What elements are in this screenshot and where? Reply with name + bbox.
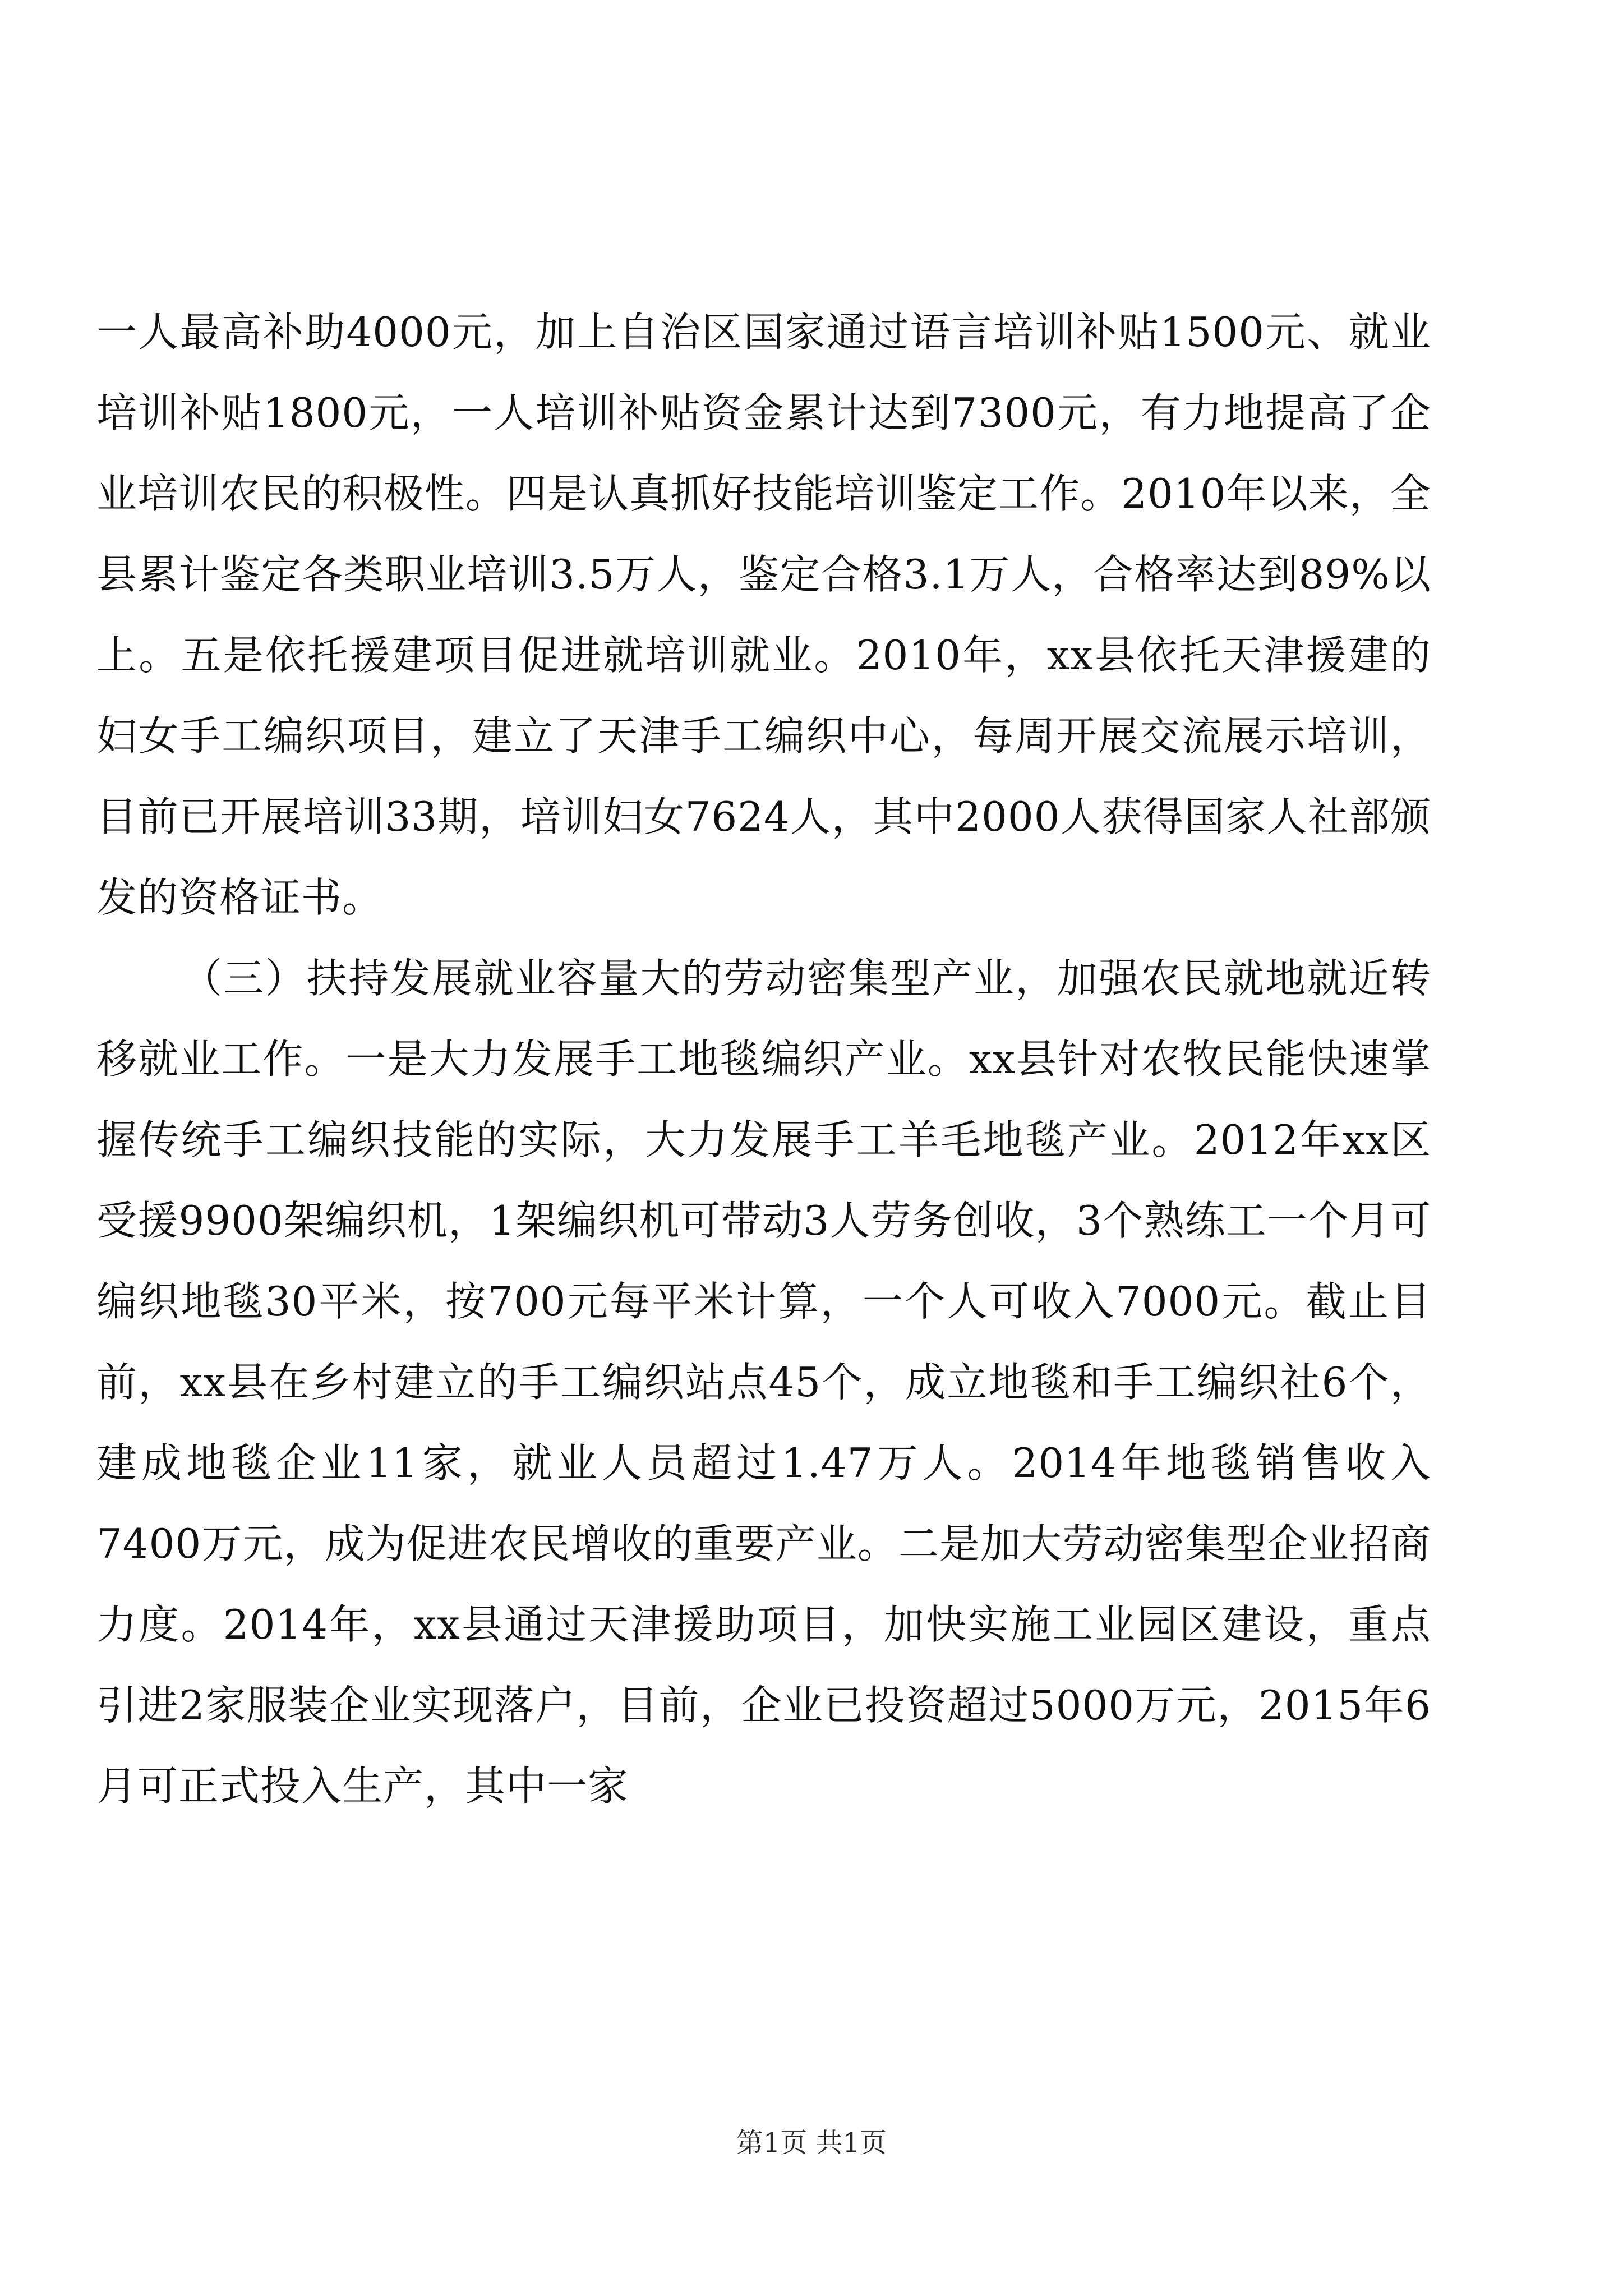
page-footer: 第1页 共1页 — [736, 2127, 887, 2159]
document-body — [96, 292, 1431, 1826]
paragraph-2: （三）扶持发展就业容量大的劳动密集型产业，加强农民就地就近转移就业工作。一是大力发展手工地毯编织产业。xx县针对农牧民能快速掌握传统手工编织技能的实际，大力发展手工羊毛地毯产业。2012年xx区受援9900架编织机，1架编织机可带动3人劳务创收，3个熟练工一个月可编织地毯30平米，按700元每平米计算，一个人可收入7000元。截止目前，xx县在乡村建立的手工编织站点45个，成立地毯和手工编织社6个，建成地毯企业11家，就业人员超过1.47万人。2014年地毯销售收入7400万元，成为促进农民增收的重要产业。二是加大劳动密集型企业招商力度。2014年，xx县通过天津援助项目，加快实施工业园区建设，重点引进2家服装企业实现落户，目前，企业已投资超过5000万元，2015年6月可正式投入生产，其中一家 — [96, 955, 1431, 1810]
paragraph-1: 一人最高补助4000元，加上自治区国家通过语言培训补贴1500元、就业培训补贴1800元，一人培训补贴资金累计达到7300元，有力地提高了企业培训农民的积极性。四是认真抓好技能培训鉴定工作。2010年以来，全县累计鉴定各类职业培训3.5万人，鉴定合格3.1万人，合格率达到89%以上。五是依托援建项目促进就培训就业。2010年，xx县依托天津援建的妇女手工编织项目，建立了天津手工编织中心，每周开展交流展示培训，目前已开展培训33期，培训妇女7624人，其中2000人获得国家人社部颁发的资格证书。 — [96, 309, 1431, 921]
